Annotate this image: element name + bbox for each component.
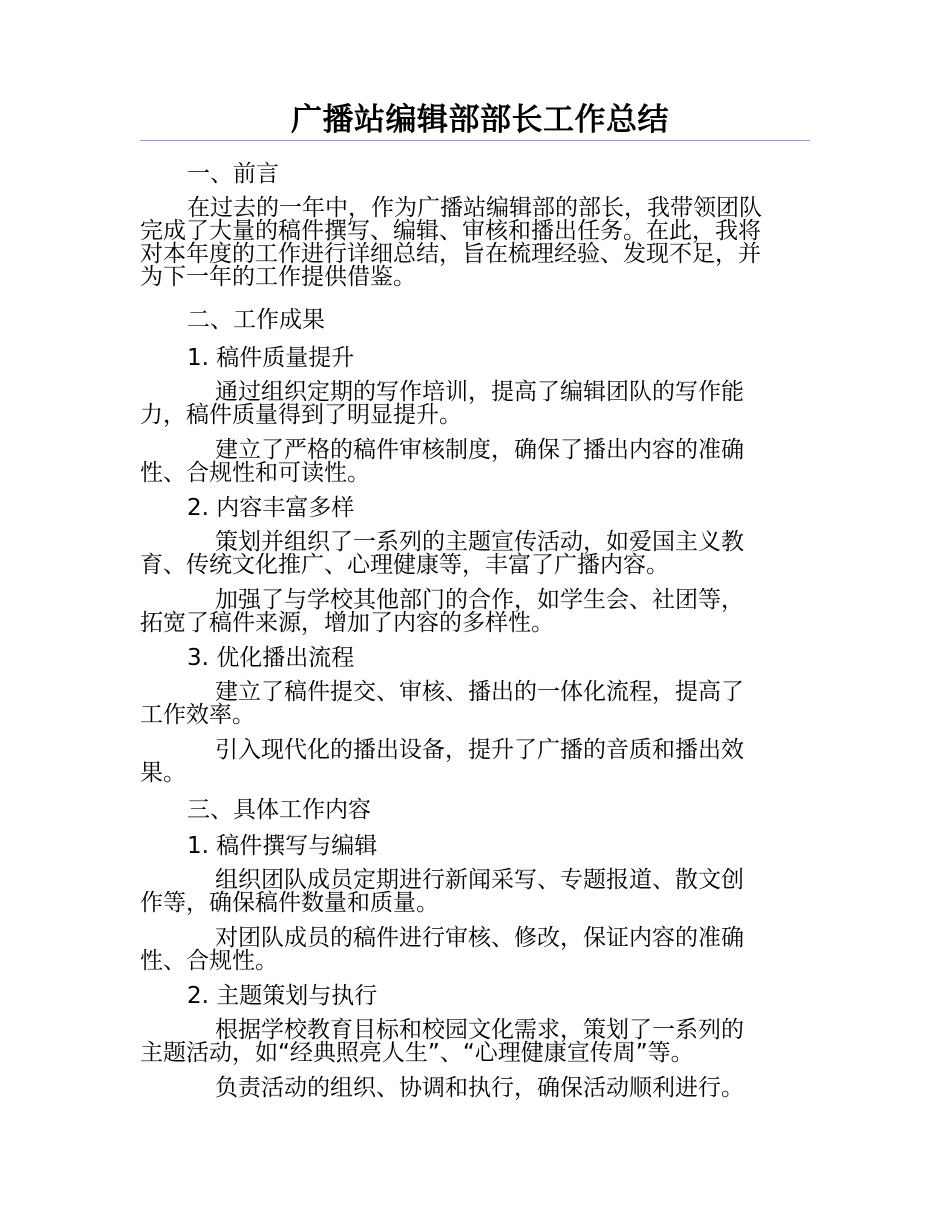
text-line: 负责活动的组织、协调和执行，确保活动顺利进行。 xyxy=(215,1075,744,1101)
text-line: 果。 xyxy=(140,760,186,786)
section-heading-preface: 一、前言 xyxy=(187,161,279,187)
text-line: 加强了与学校其他部门的合作，如学生会、社团等， xyxy=(215,587,744,613)
text-line: 拓宽了稿件来源，增加了内容的多样性。 xyxy=(140,610,554,636)
paragraph xyxy=(140,681,810,727)
text-line: 育、传统文化推广、心理健康等，丰富了广播内容。 xyxy=(140,552,669,578)
paragraph xyxy=(140,381,810,427)
document-page xyxy=(140,100,810,1100)
text-line: 通过组织定期的写作培训，提高了编辑团队的写作能 xyxy=(215,379,744,405)
text-line: 力，稿件质量得到了明显提升。 xyxy=(140,402,462,428)
text-line: 组织团队成员定期进行新闻采写、专题报道、散文创 xyxy=(215,867,744,893)
section-heading-details: 三、具体工作内容 xyxy=(187,797,371,823)
subheading-planning: 2. 主题策划与执行 xyxy=(187,983,378,1009)
subheading-content: 2. 内容丰富多样 xyxy=(187,495,355,521)
text-line: 完成了大量的稿件撰写、编辑、审核和播出任务。在此，我将 xyxy=(140,218,761,244)
paragraph xyxy=(140,739,810,785)
document-title: 广播站编辑部部长工作总结 xyxy=(291,102,669,138)
text-line: 工作效率。 xyxy=(140,702,255,728)
text-line: 为下一年的工作提供借鉴。 xyxy=(140,264,416,290)
text-line: 对团队成员的稿件进行审核、修改，保证内容的准确 xyxy=(215,925,744,951)
paragraph xyxy=(140,1019,810,1065)
text-line: 主题活动，如“经典照亮人生”、“心理健康宣传周”等。 xyxy=(140,1040,694,1066)
text-line: 性、合规性。 xyxy=(140,948,278,974)
text-line: 对本年度的工作进行详细总结，旨在梳理经验、发现不足，并 xyxy=(140,241,761,267)
paragraph xyxy=(140,869,810,915)
text-line: 建立了严格的稿件审核制度，确保了播出内容的准确 xyxy=(215,437,744,463)
paragraph xyxy=(140,439,810,485)
text-line: 引入现代化的播出设备，提升了广播的音质和播出效 xyxy=(215,737,744,763)
paragraph xyxy=(140,1077,810,1100)
paragraph xyxy=(140,531,810,577)
preface-paragraph xyxy=(140,197,810,289)
paragraph xyxy=(140,927,810,973)
text-line: 策划并组织了一系列的主题宣传活动，如爱国主义教 xyxy=(215,529,744,555)
paragraph xyxy=(140,589,810,635)
title-underline xyxy=(140,140,810,141)
subheading-quality: 1. 稿件质量提升 xyxy=(187,345,355,371)
subheading-process: 3. 优化播出流程 xyxy=(187,645,355,671)
text-line: 性、合规性和可读性。 xyxy=(140,460,370,486)
text-line: 根据学校教育目标和校园文化需求，策划了一系列的 xyxy=(215,1017,744,1043)
text-line: 建立了稿件提交、审核、播出的一体化流程，提高了 xyxy=(215,679,744,705)
text-line: 在过去的一年中，作为广播站编辑部的部长，我带领团队 xyxy=(187,195,762,221)
text-line: 作等，确保稿件数量和质量。 xyxy=(140,890,439,916)
subheading-writing: 1. 稿件撰写与编辑 xyxy=(187,833,378,859)
section-heading-achievements: 二、工作成果 xyxy=(187,307,325,333)
